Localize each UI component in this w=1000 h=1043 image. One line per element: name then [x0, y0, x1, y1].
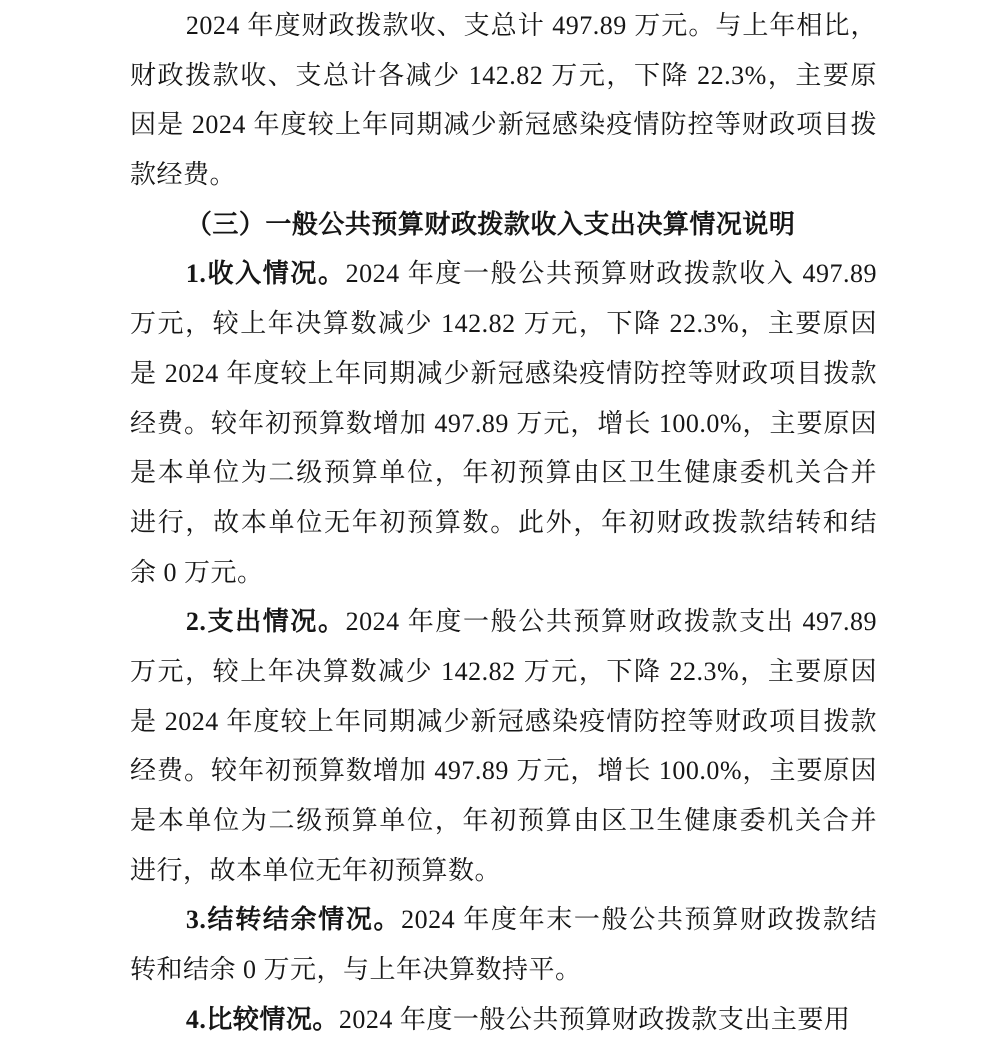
bold-lead: 3.结转结余情况。	[185, 905, 402, 935]
text-line: 余 0 万元。	[130, 557, 264, 587]
body-paragraph	[130, 1, 877, 200]
text-line: 是本单位为二级预算单位，年初预算由区卫生健康委机关合并	[130, 806, 877, 835]
text-line: 进行，故本单位无年初预算数。	[130, 855, 502, 885]
text-line: 2024 年度财政拨款收、支总计 497.89 万元。与上年相比，	[185, 11, 877, 40]
text-line: 4.比较情况。2024 年度一般公共预算财政拨款支出主要用	[185, 1004, 851, 1034]
body-paragraph	[130, 895, 877, 994]
section-heading	[130, 200, 877, 250]
text-line: 款经费。	[130, 160, 237, 190]
text-line: 1.收入情况。2024 年度一般公共预算财政拨款收入 497.89	[185, 259, 877, 289]
text-line: 是 2024 年度较上年同期减少新冠感染疫情防控等财政项目拨款	[130, 706, 877, 736]
text-line: 万元，较上年决算数减少 142.82 万元，下降 22.3%，主要原因	[130, 309, 877, 339]
text-line: 经费。较年初预算数增加 497.89 万元，增长 100.0%，主要原因	[130, 408, 877, 438]
bold-lead: 1.收入情况。	[185, 259, 346, 289]
text-line: 转和结余 0 万元，与上年决算数持平。	[130, 955, 582, 985]
text-line: 经费。较年初预算数增加 497.89 万元，增长 100.0%，主要原因	[130, 756, 877, 786]
body-paragraph	[130, 597, 877, 895]
document-page	[130, 1, 877, 1043]
text-line: 万元，较上年决算数减少 142.82 万元，下降 22.3%，主要原因	[130, 656, 877, 686]
text-line: 是本单位为二级预算单位，年初预算由区卫生健康委机关合并	[130, 458, 877, 488]
body-paragraph	[130, 995, 877, 1043]
text-line: 因是 2024 年度较上年同期减少新冠感染疫情防控等财政项目拨	[130, 110, 877, 140]
text-line: 是 2024 年度较上年同期减少新冠感染疫情防控等财政项目拨款	[130, 358, 877, 388]
bold-lead: 2.支出情况。	[185, 607, 346, 637]
text-line: 2.支出情况。2024 年度一般公共预算财政拨款支出 497.89	[185, 607, 877, 637]
text-line: （三）一般公共预算财政拨款收入支出决算情况说明	[185, 209, 796, 239]
body-paragraph	[130, 249, 877, 597]
text-line: 财政拨款收、支总计各减少 142.82 万元，下降 22.3%，主要原	[130, 60, 877, 90]
bold-lead: 4.比较情况。	[185, 1004, 339, 1034]
text-line: 3.结转结余情况。2024 年度年末一般公共预算财政拨款结	[185, 905, 877, 935]
text-line: 进行，故本单位无年初预算数。此外，年初财政拨款结转和结	[130, 507, 877, 537]
